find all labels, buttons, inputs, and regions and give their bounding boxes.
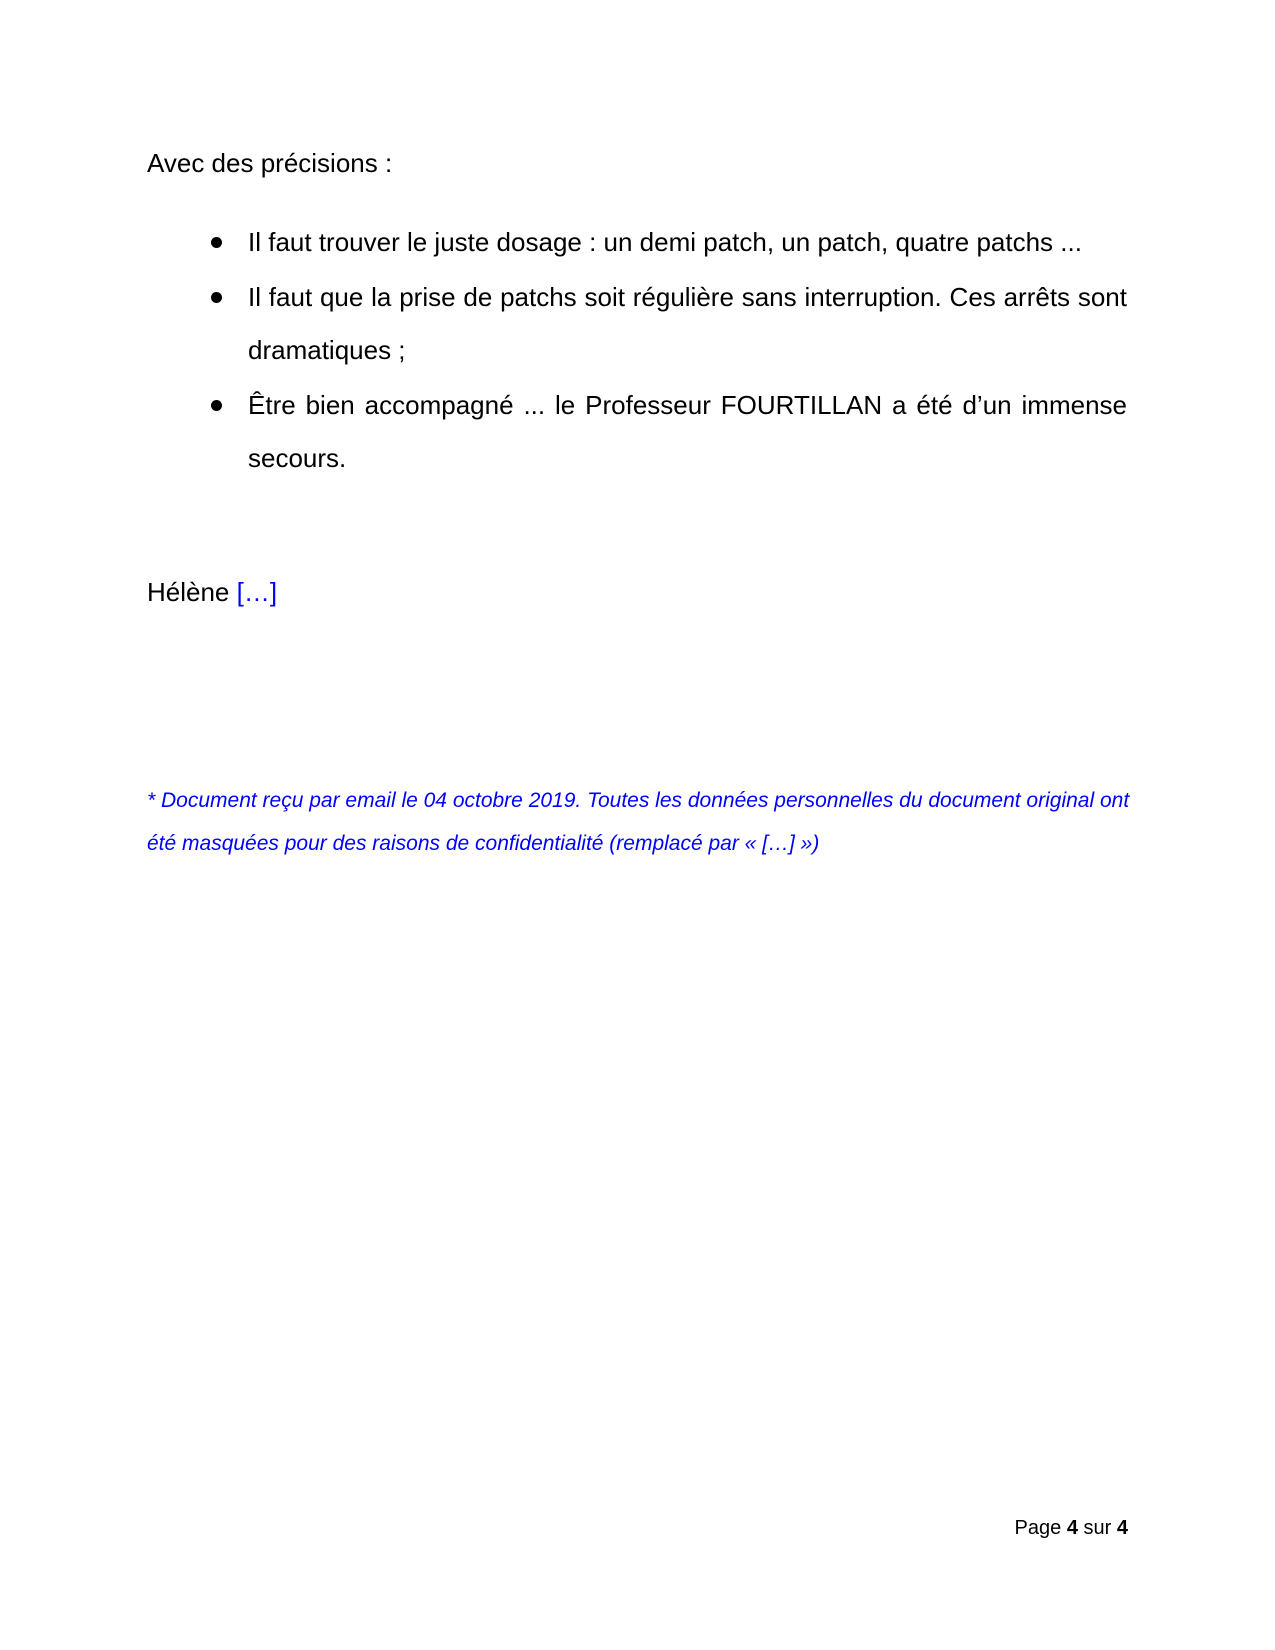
total-pages: 4 xyxy=(1116,1517,1128,1539)
bullet-icon xyxy=(211,292,222,303)
page-separator: sur xyxy=(1083,1517,1112,1539)
bullet-icon xyxy=(211,237,222,248)
list-item-text: Être bien accompagné ... le Professeur FOURTILLAN a été d’un immense secours. xyxy=(248,390,1127,473)
list-item-text: Il faut trouver le juste dosage : un demi patch, un patch, quatre patchs ... xyxy=(248,227,1082,257)
bullet-list xyxy=(147,216,1127,487)
current-page: 4 xyxy=(1066,1517,1078,1539)
list-item xyxy=(147,216,1127,269)
list-item xyxy=(147,379,1127,485)
list-item xyxy=(147,271,1127,377)
footnote: * Document reçu par email le 04 octobre 2019. Toutes les données personnelles du document original ont été masquées pour des raisons de confidentialité (remplacé par « […] ») xyxy=(147,789,1130,855)
signature xyxy=(147,575,277,609)
intro-text: Avec des précisions : xyxy=(147,148,393,178)
signature-name: Hélène xyxy=(147,577,230,607)
page-number xyxy=(1015,1515,1128,1541)
list-item-text: Il faut que la prise de patchs soit régulière sans interruption. Ces arrêts sont dramatiques ; xyxy=(248,282,1127,365)
bullet-icon xyxy=(211,400,222,411)
page-label: Page xyxy=(1014,1517,1062,1539)
redacted-marker: […] xyxy=(236,577,278,607)
